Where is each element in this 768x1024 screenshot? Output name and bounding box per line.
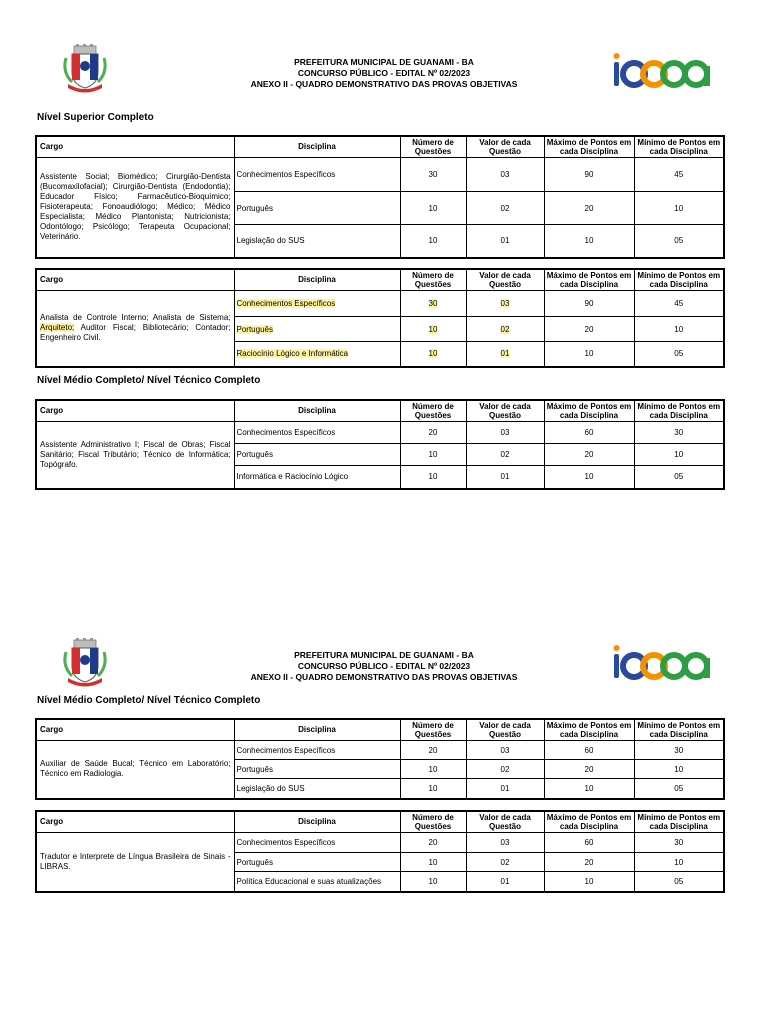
numero-cell: 30	[400, 158, 466, 192]
col-valor: Valor de cada Questão	[466, 811, 544, 833]
table-medio-2	[35, 718, 725, 800]
header-line-1: PREFEITURA MUNICIPAL DE GUANAMI - BA	[294, 650, 474, 660]
table-header-row	[36, 136, 724, 158]
page-2	[0, 590, 768, 1024]
maximo-cell: 10	[544, 342, 634, 367]
table-superior-2	[35, 268, 725, 368]
maximo-cell: 90	[544, 291, 634, 317]
header-line-3: ANEXO II - QUADRO DEMONSTRATIVO DAS PROVAS OBJETIVAS	[250, 672, 518, 682]
cargo-cell: Auxiliar de Saúde Bucal; Técnico em Laboratório; Técnico em Radiologia.	[36, 741, 234, 799]
col-minimo: Mínimo de Pontos em cada Disciplina	[634, 811, 724, 833]
col-numero: Número de Questões	[400, 811, 466, 833]
maximo-cell: 10	[544, 225, 634, 258]
col-disciplina: Disciplina	[234, 269, 400, 291]
valor-cell: 02	[466, 192, 544, 225]
numero-cell: 10	[400, 466, 466, 489]
col-valor: Valor de cada Questão	[466, 269, 544, 291]
numero-cell: 10	[400, 444, 466, 466]
table-row	[36, 158, 724, 192]
col-cargo: Cargo	[36, 269, 234, 291]
col-minimo: Mínimo de Pontos em cada Disciplina	[634, 400, 724, 422]
header-line-3: ANEXO II - QUADRO DEMONSTRATIVO DAS PROVAS OBJETIVAS	[250, 79, 518, 89]
col-disciplina: Disciplina	[234, 136, 400, 158]
valor-cell: 02	[466, 444, 544, 466]
disciplina-cell: Conhecimentos Específicos	[234, 422, 400, 444]
minimo-cell: 05	[634, 466, 724, 489]
cargo-cell: Tradutor e Interprete de Língua Brasileira de Sinais - LIBRAS.	[36, 833, 234, 892]
ibam-logo-icon	[612, 644, 716, 680]
disciplina-cell: Conhecimentos Específicos	[234, 741, 400, 760]
disciplina-cell: Conhecimentos Específicos	[234, 158, 400, 192]
minimo-cell: 45	[634, 158, 724, 192]
maximo-cell: 20	[544, 760, 634, 779]
disciplina-cell: Legislação do SUS	[234, 225, 400, 258]
maximo-cell: 20	[544, 444, 634, 466]
valor-cell: 01	[466, 779, 544, 799]
valor-cell: 03	[466, 741, 544, 760]
table-row	[36, 741, 724, 760]
maximo-cell: 10	[544, 466, 634, 489]
highlighted-text: 02	[500, 324, 510, 334]
cargo-text-part-2: Auditor Fiscal; Bibliotecário; Contador; Engenheiro Civil.	[40, 323, 231, 343]
minimo-cell: 30	[634, 833, 724, 853]
cargo-cell: Assistente Administrativo I; Fiscal de Obras; Fiscal Sanitário; Fiscal Tributário; Técnico de Informática; Topógrafo.	[36, 422, 234, 489]
document-header	[200, 57, 568, 90]
disciplina-cell	[234, 317, 400, 342]
highlighted-text: 10	[428, 324, 438, 334]
disciplina-cell: Política Educacional e suas atualizações	[234, 872, 400, 892]
highlighted-text: Conhecimentos Específicos	[236, 299, 336, 308]
highlighted-text: Português	[236, 324, 273, 334]
section-title-medio: Nível Médio Completo/ Nível Técnico Completo	[37, 375, 261, 386]
cargo-text-part-1: Analista de Controle Interno; Analista de Sistema;	[40, 313, 231, 323]
maximo-cell: 10	[544, 779, 634, 799]
disciplina-cell	[234, 342, 400, 367]
disciplina-cell: Português	[234, 444, 400, 466]
col-cargo: Cargo	[36, 719, 234, 741]
valor-cell: 03	[466, 158, 544, 192]
maximo-cell: 60	[544, 741, 634, 760]
disciplina-cell: Informática e Raciocínio Lógico	[234, 466, 400, 489]
numero-cell	[400, 317, 466, 342]
minimo-cell: 10	[634, 444, 724, 466]
numero-cell: 20	[400, 422, 466, 444]
col-valor: Valor de cada Questão	[466, 719, 544, 741]
highlighted-text: 03	[500, 299, 510, 308]
minimo-cell: 30	[634, 741, 724, 760]
table-superior-1	[35, 135, 725, 259]
minimo-cell: 10	[634, 853, 724, 872]
table-row	[36, 422, 724, 444]
minimo-cell: 05	[634, 225, 724, 258]
minimo-cell: 10	[634, 317, 724, 342]
maximo-cell: 20	[544, 853, 634, 872]
disciplina-cell: Português	[234, 192, 400, 225]
numero-cell: 10	[400, 760, 466, 779]
valor-cell: 02	[466, 853, 544, 872]
table-row	[36, 291, 724, 317]
section-title-medio: Nível Médio Completo/ Nível Técnico Completo	[37, 695, 261, 706]
table-header-row	[36, 719, 724, 741]
valor-cell: 02	[466, 760, 544, 779]
valor-cell: 01	[466, 872, 544, 892]
highlighted-text: Raciocínio Lógico e Informática	[236, 349, 349, 359]
table-header-row	[36, 400, 724, 422]
disciplina-cell: Legislação do SUS	[234, 779, 400, 799]
minimo-cell: 05	[634, 779, 724, 799]
valor-cell: 03	[466, 422, 544, 444]
numero-cell: 10	[400, 872, 466, 892]
numero-cell: 20	[400, 833, 466, 853]
minimo-cell: 10	[634, 192, 724, 225]
numero-cell: 10	[400, 225, 466, 258]
col-numero: Número de Questões	[400, 719, 466, 741]
ibam-logo-icon	[612, 52, 716, 88]
col-numero: Número de Questões	[400, 400, 466, 422]
col-cargo: Cargo	[36, 811, 234, 833]
minimo-cell: 05	[634, 872, 724, 892]
minimo-cell: 10	[634, 760, 724, 779]
maximo-cell: 20	[544, 192, 634, 225]
col-disciplina: Disciplina	[234, 811, 400, 833]
valor-cell	[466, 342, 544, 367]
col-cargo: Cargo	[36, 400, 234, 422]
table-header-row	[36, 811, 724, 833]
col-maximo: Máximo de Pontos em cada Disciplina	[544, 719, 634, 741]
header-line-2: CONCURSO PÚBLICO - EDITAL Nº 02/2023	[297, 68, 471, 78]
col-numero: Número de Questões	[400, 269, 466, 291]
maximo-cell: 90	[544, 158, 634, 192]
disciplina-cell	[234, 291, 400, 317]
valor-cell	[466, 291, 544, 317]
col-valor: Valor de cada Questão	[466, 400, 544, 422]
highlighted-text: 30	[428, 299, 438, 308]
disciplina-cell: Conhecimentos Específicos	[234, 833, 400, 853]
numero-cell: 10	[400, 853, 466, 872]
maximo-cell: 60	[544, 833, 634, 853]
valor-cell	[466, 317, 544, 342]
disciplina-cell: Português	[234, 853, 400, 872]
municipal-crest-icon	[58, 44, 112, 94]
section-title-superior: Nível Superior Completo	[37, 112, 154, 123]
numero-cell	[400, 291, 466, 317]
numero-cell: 20	[400, 741, 466, 760]
minimo-cell: 05	[634, 342, 724, 367]
numero-cell: 10	[400, 192, 466, 225]
highlighted-text: 01	[500, 349, 510, 359]
table-medio-1	[35, 399, 725, 490]
col-maximo: Máximo de Pontos em cada Disciplina	[544, 269, 634, 291]
table-medio-3	[35, 810, 725, 893]
col-cargo: Cargo	[36, 136, 234, 158]
col-disciplina: Disciplina	[234, 719, 400, 741]
col-maximo: Máximo de Pontos em cada Disciplina	[544, 136, 634, 158]
table-header-row	[36, 269, 724, 291]
valor-cell: 01	[466, 466, 544, 489]
cargo-highlighted-text: Arquiteto;	[40, 323, 75, 333]
col-numero: Número de Questões	[400, 136, 466, 158]
col-maximo: Máximo de Pontos em cada Disciplina	[544, 400, 634, 422]
page-separator	[0, 542, 768, 590]
header-line-1: PREFEITURA MUNICIPAL DE GUANAMI - BA	[294, 57, 474, 67]
numero-cell: 10	[400, 779, 466, 799]
numero-cell	[400, 342, 466, 367]
col-minimo: Mínimo de Pontos em cada Disciplina	[634, 136, 724, 158]
valor-cell: 03	[466, 833, 544, 853]
cargo-cell: Assistente Social; Biomédico; Cirurgião-Dentista (Bucomaxilofacial); Cirurgião-Dentista (Endodontia); Educador Físico; Farmacêutico-Bioquímico; Fisioterapeuta; Fonoaudiólogo; Médico; Médico Especialista; Médico Plantonista; Nutricionista; Odontólogo; Psicólogo; Terapeuta Ocupacional; Veterinário.	[36, 158, 234, 258]
cargo-cell	[36, 291, 234, 367]
minimo-cell: 45	[634, 291, 724, 317]
col-minimo: Mínimo de Pontos em cada Disciplina	[634, 269, 724, 291]
maximo-cell: 20	[544, 317, 634, 342]
maximo-cell: 60	[544, 422, 634, 444]
table-row	[36, 833, 724, 853]
maximo-cell: 10	[544, 872, 634, 892]
document-header	[200, 650, 568, 683]
valor-cell: 01	[466, 225, 544, 258]
col-disciplina: Disciplina	[234, 400, 400, 422]
col-valor: Valor de cada Questão	[466, 136, 544, 158]
header-line-2: CONCURSO PÚBLICO - EDITAL Nº 02/2023	[297, 661, 471, 671]
disciplina-cell: Português	[234, 760, 400, 779]
municipal-crest-icon	[58, 638, 112, 688]
highlighted-text: 10	[428, 349, 438, 359]
col-minimo: Mínimo de Pontos em cada Disciplina	[634, 719, 724, 741]
col-maximo: Máximo de Pontos em cada Disciplina	[544, 811, 634, 833]
minimo-cell: 30	[634, 422, 724, 444]
